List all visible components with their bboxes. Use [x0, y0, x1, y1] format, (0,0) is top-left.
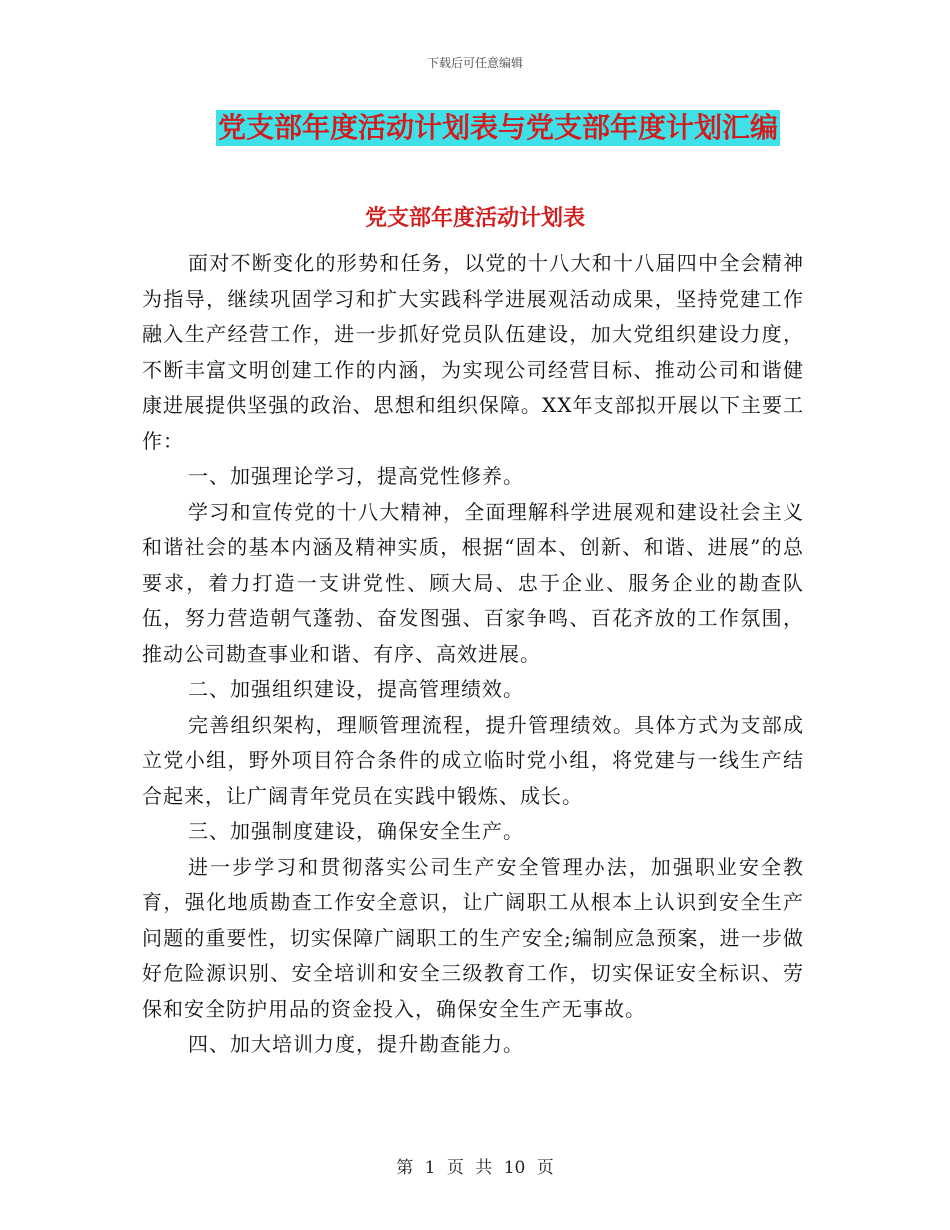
page-header-note: 下载后可任意编辑 [426, 56, 523, 70]
heading-organization: 二、加强组织建设，提高管理绩效。 [188, 677, 524, 701]
main-title-container [0, 110, 950, 146]
main-title: 党支部年度活动计划表与党支部年度计划汇编 [217, 111, 778, 144]
heading-theory-study: 一、加强理论学习，提高党性修养。 [188, 464, 524, 488]
paragraph-theory-study: 学习和宣传党的十八大精神，全面理解科学进展观和建设社会主义和谐社会的基本内涵及精神实质，根据“固本、创新、和谐、进展”的总要求，着力打造一支讲党性、顾大局、忠于企业、服务企业的勘查队伍，努力营造朝气蓬勃、奋发图强、百家争鸣、百花齐放的工作氛围，推动公司勘查事业和谐、有序、高效进展。 [142, 499, 804, 666]
page-number: 第 1 页 共 10 页 [396, 1158, 554, 1178]
paragraph-organization: 完善组织架构，理顺管理流程，提升管理绩效。具体方式为支部成立党小组，野外项目符合条件的成立临时党小组，将党建与一线生产结合起来，让广阔青年党员在实践中锻炼、成长。 [142, 712, 804, 808]
heading-training: 四、加大培训力度，提升勘查能力。 [188, 1032, 524, 1056]
paragraph-intro: 面对不断变化的形势和任务，以党的十八大和十八届四中全会精神为指导，继续巩固学习和扩大实践科学进展观活动成果，坚持党建工作融入生产经营工作，进一步抓好党员队伍建设，加大党组织建设力度，不断丰富文明创建工作的内涵，为实现公司经营目标、推动公司和谐健康进展提供坚强的政治、思想和组织保障。XX年支部拟开展以下主要工作： [142, 251, 804, 453]
heading-safety: 三、加强制度建设，确保安全生产。 [188, 819, 524, 843]
document-body [142, 246, 804, 1063]
section-title: 党支部年度活动计划表 [364, 205, 585, 231]
paragraph-safety: 进一步学习和贯彻落实公司生产安全管理办法，加强职业安全教育，强化地质勘查工作安全意识，让广阔职工从根本上认识到安全生产问题的重要性，切实保障广阔职工的生产安全;编制应急预案，进一步做好危险源识别、安全培训和安全三级教育工作，切实保证安全标识、劳保和安全防护用品的资金投入，确保安全生产无事故。 [142, 854, 804, 1021]
